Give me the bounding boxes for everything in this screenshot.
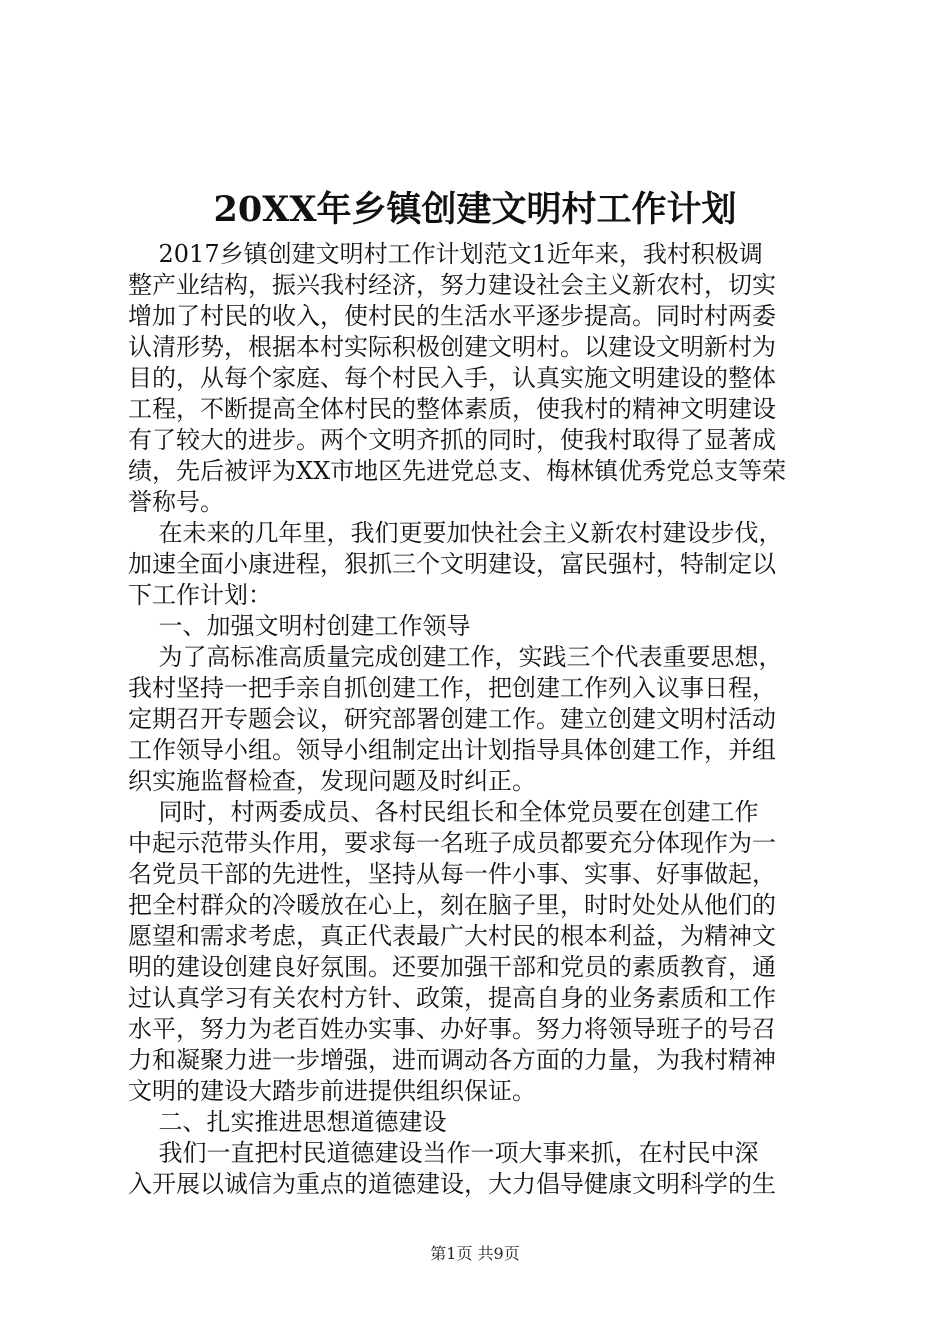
body-line: 愿望和需求考虑，真正代表最广大村民的根本利益，为精神文	[128, 922, 776, 950]
body-line: 水平，努力为老百姓办实事、办好事。努力将领导班子的号召	[128, 1015, 776, 1043]
body-line: 文明的建设大踏步前进提供组织保证。	[128, 1077, 536, 1105]
body-line: 目的，从每个家庭、每个村民入手，认真实施文明建设的整体	[128, 364, 776, 392]
body-line: 力和凝聚力进一步增强，进而调动各方面的力量，为我村精神	[128, 1046, 776, 1074]
section-heading: 二、扎实推进思想道德建设	[128, 1108, 447, 1136]
body-line: 入开展以诚信为重点的道德建设，大力倡导健康文明科学的生	[128, 1170, 776, 1198]
body-line: 名党员干部的先进性，坚持从每一件小事、实事、好事做起，	[128, 860, 776, 888]
body-line: 我村坚持一把手亲自抓创建工作，把创建工作列入议事日程，	[128, 674, 776, 702]
body-line: 中起示范带头作用，要求每一名班子成员都要充分体现作为一	[128, 829, 776, 857]
body-line: 认清形势，根据本村实际积极创建文明村。以建设文明新村为	[128, 333, 776, 361]
body-line: 明的建设创建良好氛围。还要加强干部和党员的素质教育，通	[128, 953, 776, 981]
document-title: 20XX年乡镇创建文明村工作计划	[213, 189, 737, 230]
body-line: 把全村群众的冷暖放在心上，刻在脑子里，时时处处从他们的	[128, 891, 776, 919]
body-line: 绩，先后被评为XX市地区先进党总支、梅林镇优秀党总支等荣	[128, 457, 787, 485]
body-line: 增加了村民的收入，使村民的生活水平逐步提高。同时村两委	[128, 302, 776, 330]
body-line: 工作领导小组。领导小组制定出计划指导具体创建工作，并组	[128, 736, 776, 764]
body-line: 整产业结构，振兴我村经济，努力建设社会主义新农村，切实	[128, 271, 776, 299]
body-line: 工程，不断提高全体村民的整体素质，使我村的精神文明建设	[128, 395, 776, 423]
body-line: 同时，村两委成员、各村民组长和全体党员要在创建工作	[128, 798, 759, 826]
body-line: 为了高标准高质量完成创建工作，实践三个代表重要思想，	[128, 643, 783, 671]
body-line: 加速全面小康进程，狠抓三个文明建设，富民强村，特制定以	[128, 550, 776, 578]
body-line: 在未来的几年里，我们更要加快社会主义新农村建设步伐，	[128, 519, 783, 547]
document-body	[128, 239, 836, 1200]
section-heading: 一、加强文明村创建工作领导	[128, 612, 471, 640]
body-line: 过认真学习有关农村方针、政策，提高自身的业务素质和工作	[128, 984, 776, 1012]
body-line: 下工作计划：	[128, 581, 272, 609]
body-line: 誉称号。	[128, 488, 224, 516]
page-footer: 第1页 共9页	[430, 1244, 520, 1263]
body-line: 织实施监督检查，发现问题及时纠正。	[128, 767, 536, 795]
body-line: 2017乡镇创建文明村工作计划范文1近年来，我村积极调	[128, 240, 763, 268]
body-line: 我们一直把村民道德建设当作一项大事来抓，在村民中深	[128, 1139, 759, 1167]
body-line: 有了较大的进步。两个文明齐抓的同时，使我村取得了显著成	[128, 426, 776, 454]
body-line: 定期召开专题会议，研究部署创建工作。建立创建文明村活动	[128, 705, 776, 733]
